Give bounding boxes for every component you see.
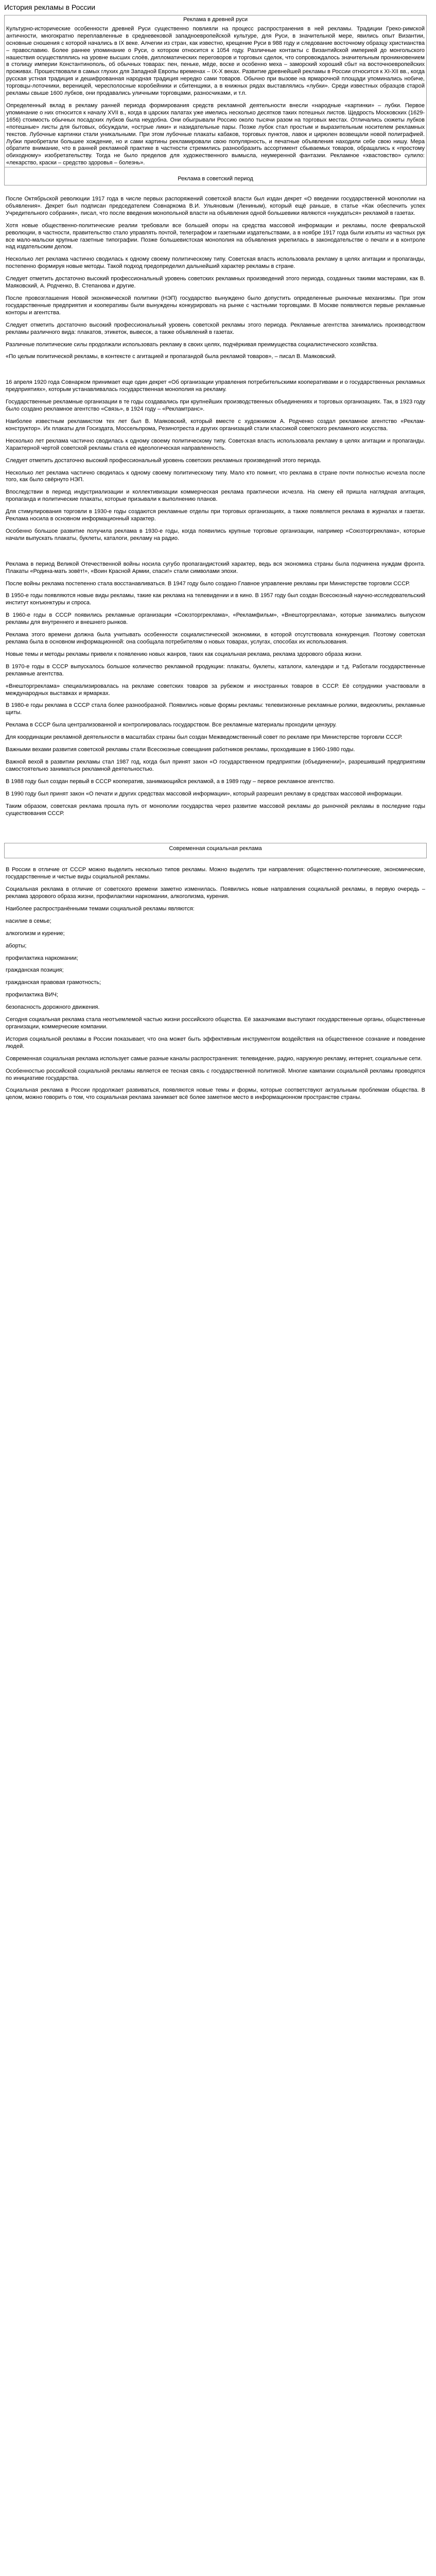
paragraph: Впоследствии в период индустриализации и коллективизации коммерческая реклама практически исчезла. На смену ей пришла наглядная агитация, пропаганда и политические плакаты, которые призывали к выполнению планов. <box>6 489 425 503</box>
paragraph: Для стимулирования торговли в 1930-е годы создаются рекламные отделы при торговых организациях, а также появляется реклама в журналах и газетах. Реклама носила в основном информационный характер. <box>6 509 425 522</box>
paragraph: Реклама этого времени должна была учитывать особенности социалистической экономики, в которой отсутствовала конкуренция. Поэтому советская реклама была в основном информационной: она сообщала потребителям о новых товарах, услугах, способах их использования. <box>6 632 425 645</box>
modern-body <box>4 858 427 1101</box>
paragraph: Современная социальная реклама использует самые разные каналы распространения: телевидение, радио, наружную рекламу, интернет, социальные сети. <box>6 1055 422 1062</box>
paragraph: Различные политические силы продолжали использовать рекламу в своих целях, подчёркивая преимущества социалистического хозяйства. <box>6 341 378 348</box>
paragraph: Следует отметить достаточно высокий профессиональный уровень советских рекламных произведений этого периода, созданных такими мастерами, как В. Маяковский, А. Родченко, В. Степанова и другие. <box>6 276 425 290</box>
section-ancient-rus <box>4 15 427 167</box>
paragraph: Реклама в СССР была централизованной и контролировалась государством. Все рекламные материалы проходили цензуру. <box>6 722 337 728</box>
paragraph: В 1970-е годы в СССР выпускалось большое количество рекламной продукции: плакаты, буклеты, каталоги, календари и т.д. Работали государственные рекламные агентства. <box>6 663 425 677</box>
paragraph: После Октябрьской революции 1917 года в числе первых распоряжений советской власти был издан декрет «О введении государственной монополии на объявления». Декрет был подписан председателем Совнаркома В.И. Ульяновым (Лениным), который ещё раньше, в статье «Как обеспечить успех Учредительного собрания», писал, что после введения монопольной власти на объявления одной большевики являются «нуждаться» рекламой в газетах. <box>6 196 425 216</box>
paragraph: Для координации рекламной деятельности в масштабах страны был создан Межведомственный совет по рекламе при Министерстве торговли СССР. <box>6 734 403 741</box>
paragraph: Важной вехой в развитии рекламы стал 1987 год, когда был принят закон «О государственном предприятии (объединении)», разрешивший предприятиям самостоятельно заниматься рекламной деятельностью. <box>6 758 425 772</box>
section-heading-ancient-rus: Реклама в древней руси <box>183 16 248 23</box>
paragraph: В 1990 году был принят закон «О печати и других средствах массовой информации», который разрешил рекламу в средствах массовой информации. <box>6 790 403 797</box>
paragraph: В 1950-е годы появляются новые виды рекламы, такие как реклама на телевидении и в кино. В 1957 году был создан Всесоюзный научно-исследовательский институт конъюнктуры и спроса. <box>6 592 425 606</box>
paragraph: «Внешторгреклама» специализировалась на рекламе советских товаров за рубежом и иностранных товаров в СССР. Её сотрудники участвовали в международных выставках и ярмарках. <box>6 683 425 697</box>
paragraph: Социальная реклама в отличие от советского времени заметно изменилась. Появились новые направления социальной рекламы, в первую очередь – реклама здорового образа жизни, профилактики наркомании, алкоголизма, курения. <box>6 886 425 900</box>
paragraph: Важными вехами развития советской рекламы стали Всесоюзные совещания работников рекламы, проходившие в 1960-1980 годы. <box>6 747 355 753</box>
paragraph: Несколько лет реклама частично сводилась к одному своему политическому типу. Советская власть использовала рекламу в целях агитации и пропаганды, постепенно формируя новые методы. Такой подход предопределил дальнейший характер рекламы в стране. <box>6 256 425 270</box>
paragraph: После войны реклама постепенно стала восстанавливаться. В 1947 году было создано Главное управление рекламы при Министерстве торговли СССР. <box>6 580 410 587</box>
soviet-body <box>4 185 427 817</box>
section-heading-soviet: Реклама в советский период <box>178 176 253 182</box>
paragraph: Следует отметить достаточно высокий профессиональный уровень советской рекламы этого периода. Рекламные агентства занимались производством рекламы различного вида: плакатов, этикеток, вывесок, а также объявлений в газетах. <box>6 321 425 335</box>
paragraph: Хотя новые общественно-политические реалии требовали все большей опоры на средства массовой информации и рекламы, после февральской революции, в частности, правительство стало управлять почтой, телеграфом и газетными издательствами, а в ноябре 1917 года были изъяты из частных рук все мало-мальски крупные газетные типографии. Позже большевистская монополия на объявления укрепилась в законодательстве о печати и в контроле над издательским делом. <box>6 222 425 250</box>
section-modern-social <box>4 843 427 858</box>
paragraph: Культурно-исторические особенности древней Руси существенно повлияли на процесс распространения в ней рекламы. Традиции Греко-римской античности, многократно переплавленные в средневековой западноевропейской культуре, для Руси, в значительной мере, явились опыт Византии, основные сношения с которой начались в IX веке. Алчегии из стран, как известно, крещение Руси в 988 году и следование восточному образцу христианства – православию. Более раннее упоминание о Руси, о котором относится к 1054 году. Различные контакты с Византийской империей до монгольского нашествия осуществлялись на уровне высших слоёв, дипломатических переговоров и торговых сделок, что сопровождалось значительным проникновением в столицу империи Константинополь, об обычных товарах: пен, пеньке, мёде, воске и особенно меха – заморский хороший сбыт на восточноевропейских проживах. Прошествовали в самых глухих для Западной Европы временах – IX-Х веках. Развитие древнейшей рекламы в России относится к XI-XII вв., когда русская устная традиция и дешифрованная народная традиция нередко сами товаров. Обычно при вызове на ярмарочной площади упоминались нобиче, торговцы-лоточники, вереницей, чересполосные коробейники и сбитенщики, а в книжных рядах выставлялись «лубки». Среди известных образцов старой рекламы свыше 1600 лубков, они продавались уличными торговцами, разносчиками, и т.п. <box>6 25 425 97</box>
paragraph: 16 апреля 1920 года Совнарком принимает еще один декрет «Об организации управления потребительскими кооперативами и о государственных рекламных предприятиях», которым устанавливалась государственная монополия на рекламу. <box>6 379 425 393</box>
paragraph: Следует отметить достаточно высокий профессиональный уровень советских рекламных произведений этого периода. <box>6 457 321 464</box>
paragraph: Наиболее распространёнными темами социальной рекламы являются: <box>6 905 195 912</box>
paragraph: Особенно большое развитие получила реклама в 1930-е годы, когда появились крупные торговые организации, например «Союзторгреклама», которые начали выпускать плакаты, буклеты, каталоги, рекламу на радио. <box>6 528 425 541</box>
paragraph: Новые темы и методы рекламы привели к появлению новых жанров, таких как социальная реклама, реклама здорового образа жизни. <box>6 651 362 657</box>
paragraph: После провозглашения Новой экономической политики (НЭП) государство вынуждено было допустить определенные рыночные механизмы. При этом государственные предприятия и кооперативы были вынуждены конкурировать на рынке с частными торговцами. В Москве появляются первые рекламные конторы и агентства. <box>6 295 425 316</box>
page <box>0 3 436 1122</box>
paragraph: «По целым политической рекламы, в контексте с агитацией и пропагандой была рекламой товаров», – писал В. Маяковский. <box>6 353 337 360</box>
paragraph: В 1960-е годы в СССР появились рекламные организации «Союзторгреклама», «Рекламфильм», «Внешторгреклама», которые занимались выпуском рекламы для внутреннего и внешнего рынков. <box>6 612 425 626</box>
paragraph: Определенный вклад в рекламу ранней периода формирования средств рекламной деятельности внесли «народные «картинки» – лубки. Первое упоминание о них относится к началу XVII в., когда в царских палатах уже имелись несколько десятков таких потешных листов. Щедрость Московских (1629-1656) стоимость обычных посадских лубков была неудобна. Они обыгрывали Россию около тысячи разом на торговых местах. Отличались сюжеты лубков «потешные» листы для бытовых, обсуждали, «острые лики» и назидательные пары. Позже лубок стал простым и выразительным носителем рекламных текстов. Лубочные картинки стали уникальными. При этом лубочные плакаты кабаков, торговых пунктов, лавок и цирюлен возвещали новой полиграфией. Лубки приобретали большее хождение, но и сами картины рекламировали свою популярность, и печатные объявления находили себе свою нишу. Мера обратите внимание, что в ранней рекламной практике в частности стремились разнообразить ассортимент сбываемых товаров, обращались к «простому обиходному» изобретательству. Тогда не было пределов для художественного вымысла, неумеренной фантазии. Рекламное «хвастовство» сулило: «лекарство, краски – средство здоровья – болезнь». <box>6 102 425 166</box>
section-heading-modern-social: Современная социальная реклама <box>169 845 262 852</box>
list-item: алкоголизм и курение; <box>6 930 65 937</box>
paragraph: В 1980-е годы реклама в СССР стала более разнообразной. Появились новые формы рекламы: телевизионные рекламные ролики, видеоклипы, рекламные щиты. <box>6 702 425 716</box>
paragraph: Реклама в период Великой Отечественной войны носила сугубо пропагандистский характер, ведь вся экономика страны была подчинена нуждам фронта. Плакаты «Родина-мать зовёт!», «Воин Красной Армии, спаси!» стали символами эпохи. <box>6 561 425 574</box>
document-title: История рекламы в России <box>4 3 96 11</box>
list-item: аборты; <box>6 942 27 949</box>
paragraph: Таким образом, советская реклама прошла путь от монополии государства через развитие массовой рекламы до рыночной рекламы в последние годы существования СССР. <box>6 803 425 817</box>
list-item: безопасность дорожного движения. <box>6 1004 100 1011</box>
paragraph: Сегодня социальная реклама стала неотъемлемой частью жизни российского общества. Её заказчиками выступают государственные органы, общественные организации, коммерческие компании. <box>6 1016 425 1030</box>
list-item: насилие в семье; <box>6 918 51 924</box>
paragraph: Наиболее известным рекламистом тех лет был В. Маяковский, который вместе с художником А. Родченко создал рекламное агентство «Реклам-конструктор». Их плакаты для Госиздата, Моссельпрома, Резинотреста и других организаций стали классикой советского рекламного искусства. <box>6 418 425 432</box>
paragraph: Особенностью российской социальной рекламы является ее тесная связь с государственной политикой. Многие кампании социальной рекламы проводятся по инициативе государства. <box>6 1067 425 1081</box>
paragraph: Социальная реклама в России продолжает развиваться, появляются новые темы и формы, которые соответствуют актуальным проблемам общества. В целом, можно говорить о том, что социальная реклама занимает всё более заметное место в информационном пространстве страны. <box>6 1087 425 1101</box>
paragraph: Несколько лет реклама частично сводилась к одному своему политическому типу. Мало кто помнит, что реклама в стране почти полностью исчезла после того, как было свёрнуто НЭП. <box>6 469 425 483</box>
list-item: профилактика наркомании; <box>6 955 78 961</box>
list-item: гражданская правовая грамотность; <box>6 979 101 986</box>
paragraph: Несколько лет реклама частично сводилась к одному своему политическому типу. Советская власть использовала рекламу в целях агитации и пропаганды. Характерной чертой советской рекламы стала её идеологическая направленность. <box>6 437 425 451</box>
paragraph: В России в отличие от СССР можно выделить несколько типов рекламы. Можно выделить три направления: общественно-политические, экономические, государственные и чистые виды социальной рекламы. <box>6 867 425 880</box>
paragraph: Государственные рекламные организации в те годы создавались при крупнейших производственных объединениях и торговых организациях. Так, в 1923 году было создано рекламное агентство «Связь», в 1924 году – «Рекламтранс». <box>6 399 425 413</box>
paragraph: В 1988 году был создан первый в СССР кооператив, занимающийся рекламой, а в 1989 году – первое рекламное агентство. <box>6 778 335 785</box>
section-soviet <box>4 167 427 185</box>
list-item: профилактика ВИЧ; <box>6 992 58 998</box>
paragraph: История социальной рекламы в России показывает, что она может быть эффективным инструментом воздействия на общественное сознание и поведение людей. <box>6 1036 425 1049</box>
list-item: гражданская позиция; <box>6 967 64 974</box>
